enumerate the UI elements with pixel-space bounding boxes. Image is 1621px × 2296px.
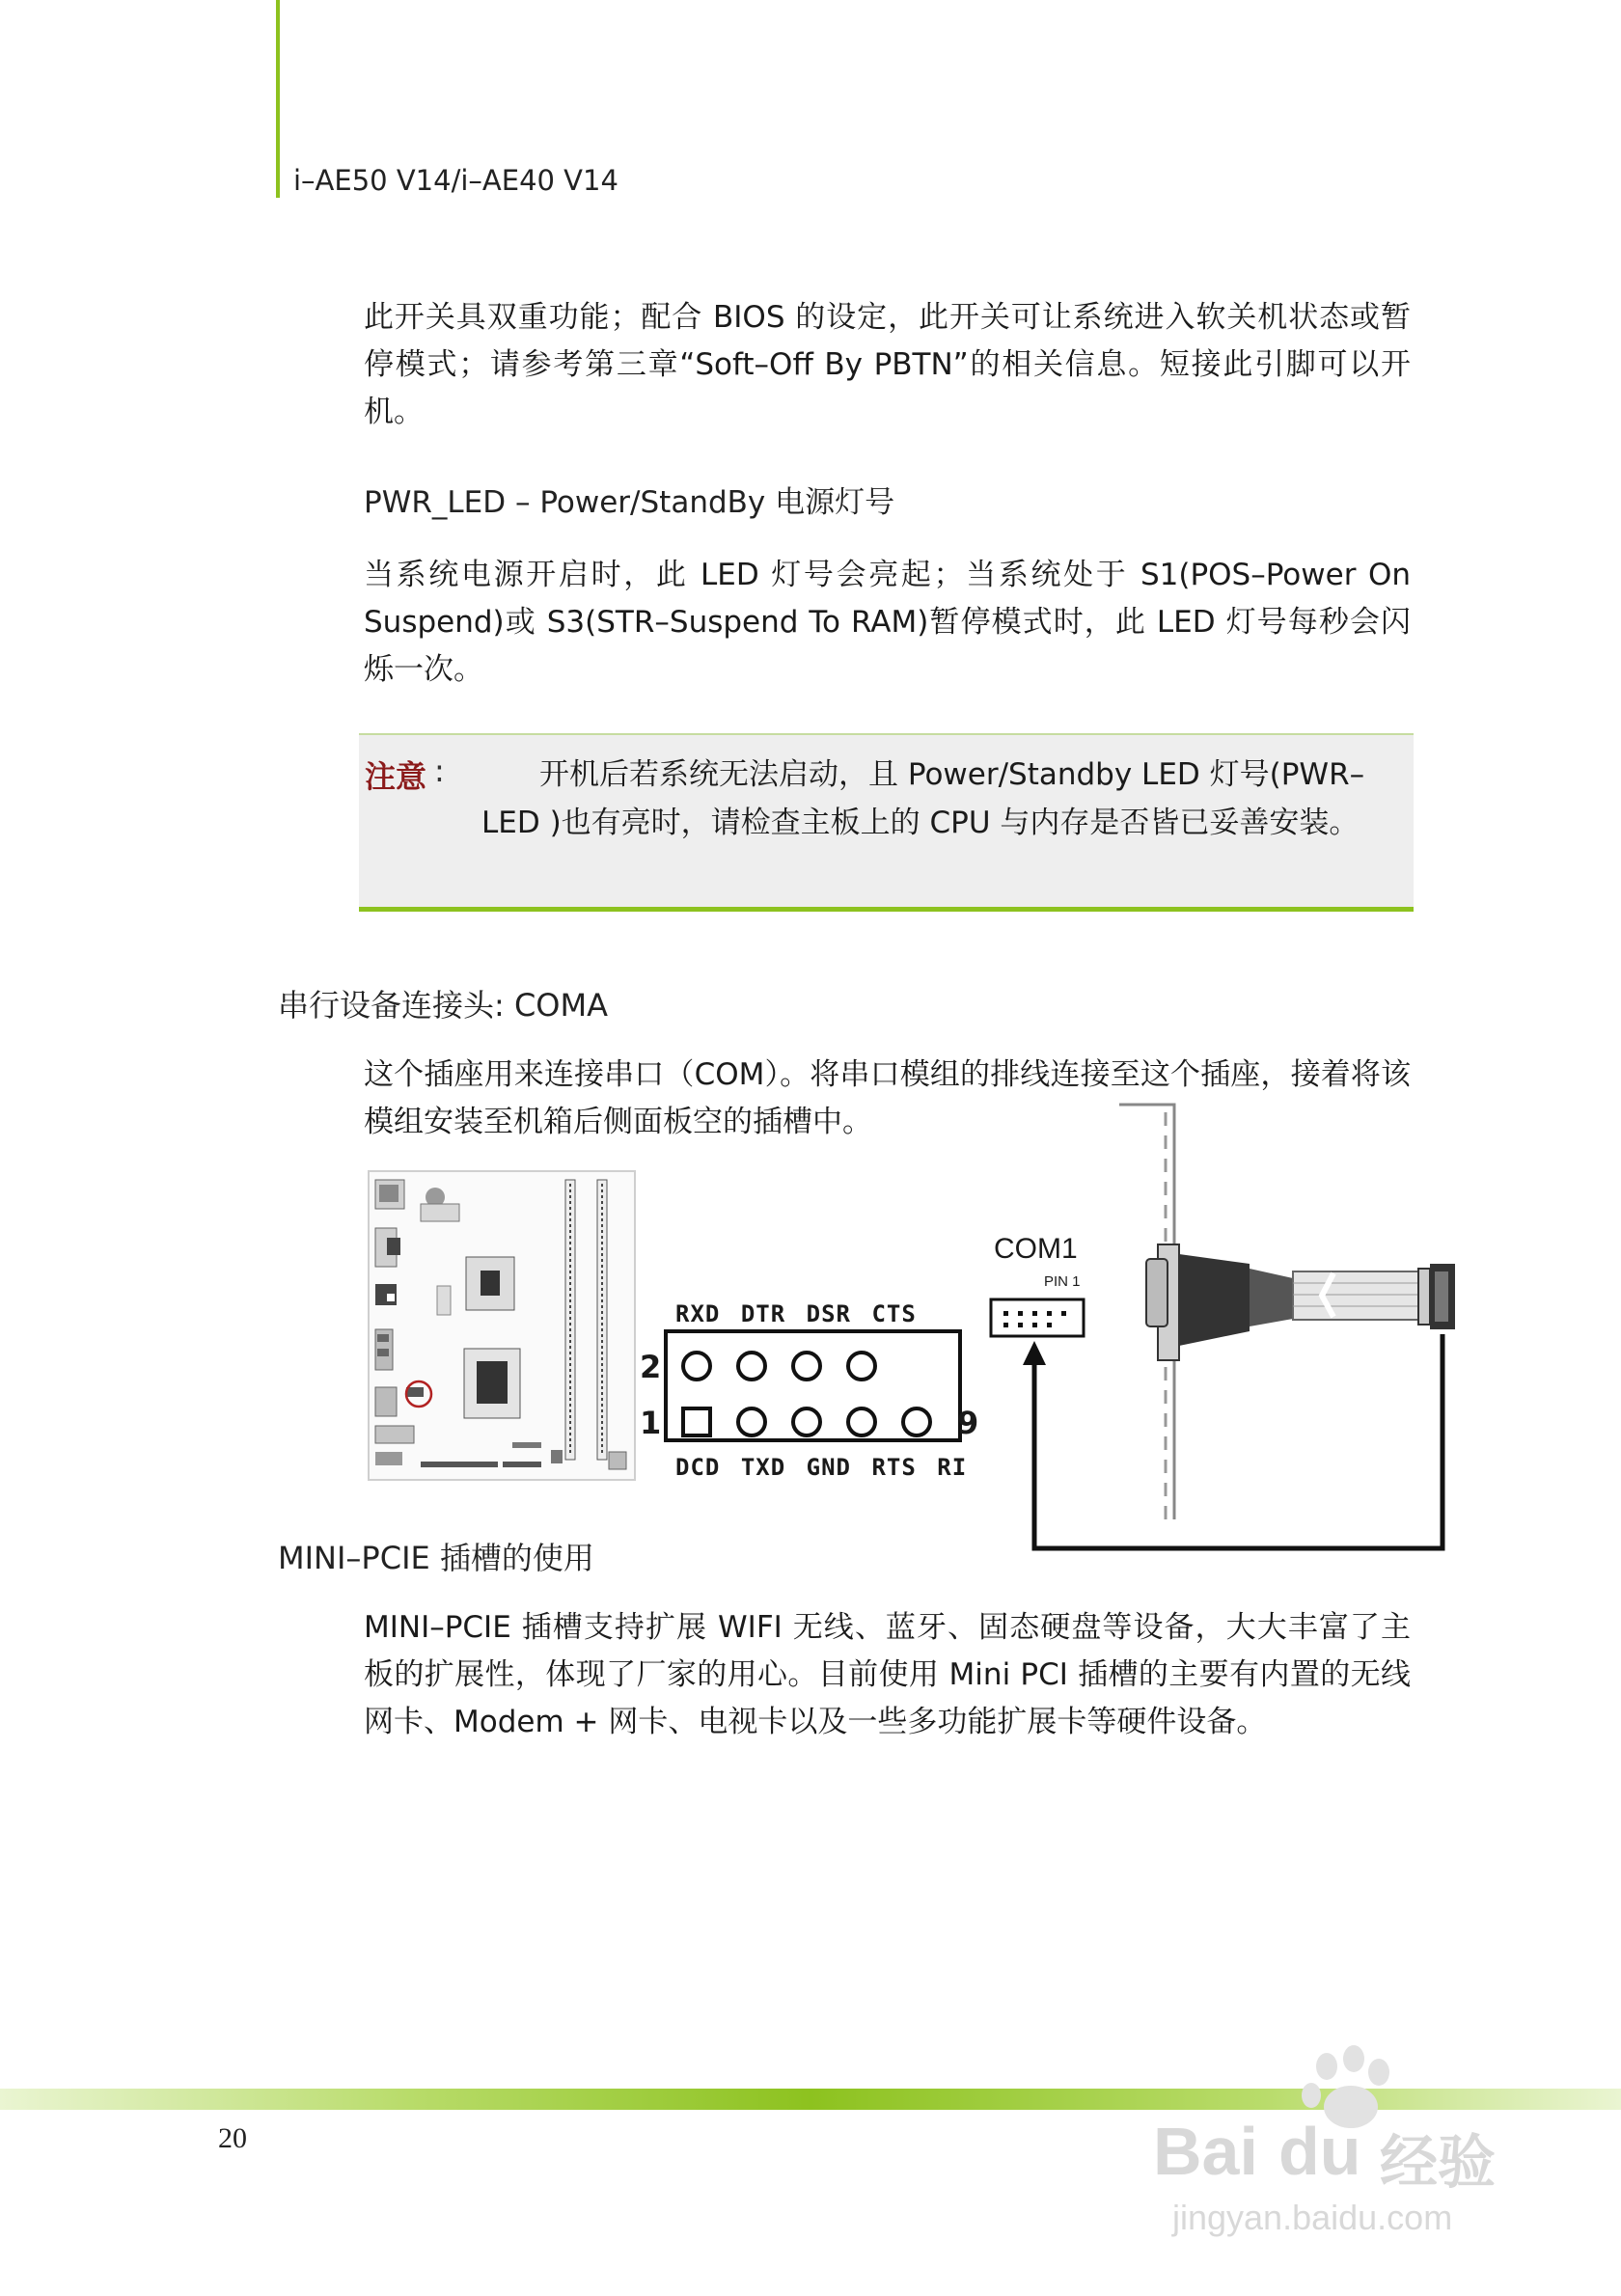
pin-label-txd: TXD	[740, 1454, 786, 1481]
com-cable-illustration	[975, 1095, 1476, 1568]
com-section-heading: 串行设备连接头: COMA	[278, 987, 608, 1024]
note-text: 开机后若系统无法启动，且 Power/Standby LED 灯号(PWR–LED )也有亮时，请检查主板上的 CPU 与内存是否皆已妥善安装。	[481, 757, 1365, 840]
power-button-paragraph: 此开关具双重功能；配合 BIOS 的设定，此开关可让系统进入软关机状态或暂停模式；请参考第三章“Soft–Off By PBTN”的相关信息。短接此引脚可以开机。	[364, 300, 1411, 429]
watermark-brand-right: 经验	[1380, 2130, 1496, 2195]
mini-pcie-paragraph: MINI–PCIE 插槽支持扩展 WIFI 无线、蓝牙、固态硬盘等设备，大大丰富了主板的扩展性，体现了厂家的用心。目前使用 Mini PCI 插槽的主要有内置的无线网卡、Modem + 网卡、电视卡以及一些多功能扩展卡等硬件设备。	[364, 1610, 1411, 1739]
com-pinout-diagram	[632, 1283, 999, 1495]
pin-label-cts: CTS	[871, 1300, 917, 1327]
watermark-url: jingyan.baidu.com	[1172, 2198, 1453, 2237]
header-title: i–AE50 V14/i–AE40 V14	[293, 164, 618, 197]
pin-label-rxd: RXD	[675, 1300, 721, 1327]
header-accent-bar	[276, 0, 280, 198]
watermark-brand-left: Bai	[1153, 2114, 1258, 2189]
pin-label-ri: RI	[937, 1454, 968, 1481]
pin-label-rts: RTS	[871, 1454, 917, 1481]
row-2-label: 2	[640, 1349, 662, 1385]
mini-pcie-heading: MINI–PCIE 插槽的使用	[278, 1540, 594, 1576]
watermark-brand-paw: du	[1278, 2114, 1361, 2189]
note-box	[359, 733, 1414, 912]
baidu-watermark	[1143, 2045, 1529, 2238]
pin-label-dtr: DTR	[740, 1300, 786, 1327]
com1-label: COM1	[994, 1233, 1078, 1265]
row-1-label: 1	[640, 1405, 662, 1441]
pin-label-gnd: GND	[806, 1454, 851, 1481]
motherboard-layout-image	[368, 1170, 636, 1481]
pin1-label: PIN 1	[1044, 1273, 1081, 1290]
page-number: 20	[218, 2122, 247, 2154]
pin-label-dcd: DCD	[675, 1454, 721, 1481]
pin-9-label: 9	[957, 1405, 979, 1441]
note-colon: :	[434, 752, 445, 789]
pwr-led-paragraph: 当系统电源开启时，此 LED 灯号会亮起；当系统处于 S1(POS–Power On Suspend)或 S3(STR–Suspend To RAM)暂停模式时，此 LED 灯号每秒会闪烁一次。	[364, 558, 1411, 687]
cable-graphic	[975, 1095, 1476, 1568]
com-section-paragraph: 这个插座用来连接串口（COM）。将串口模组的排线连接至这个插座，接着将该模组安装至机箱后侧面板空的插槽中。	[364, 1057, 1411, 1139]
note-label: 注意	[365, 758, 427, 795]
pwr-led-heading: PWR_LED – Power/StandBy 电源灯号	[364, 485, 895, 520]
pin-label-dsr: DSR	[806, 1300, 851, 1327]
